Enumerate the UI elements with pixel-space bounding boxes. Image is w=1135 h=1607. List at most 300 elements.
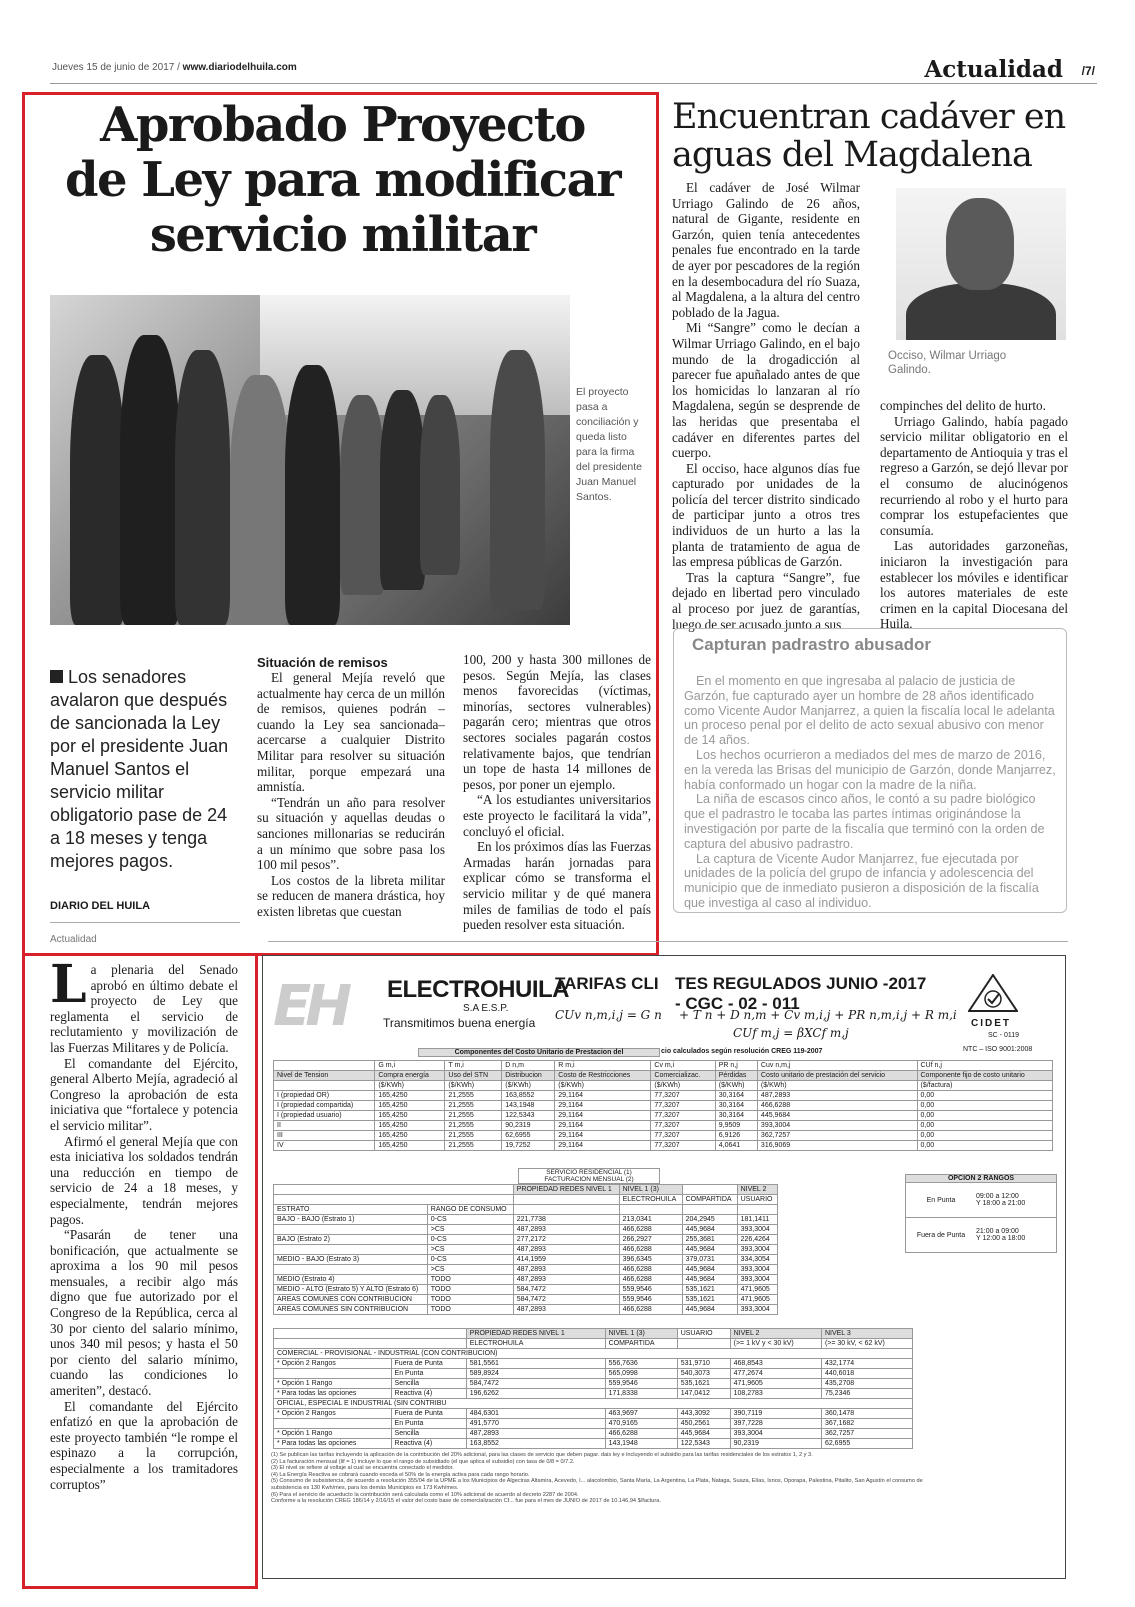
- tariff-table-1: [273, 1060, 1053, 1151]
- table-cell: 466,6288: [619, 1245, 682, 1255]
- table-row: [274, 1389, 913, 1399]
- table-cell: III: [274, 1131, 375, 1141]
- table-row: [274, 1265, 778, 1275]
- option-title: OPCION 2 RANGOS: [906, 1175, 1056, 1182]
- table-cell: I (propiedad compartida): [274, 1101, 375, 1111]
- table-cell: Costo unitario de prestación del servicio: [757, 1071, 917, 1081]
- paragraph: El comandante del Ejército enfatizó en que la aprobación de este proyecto también “le rompe el espinazo a la corrupción, especialmente a los tramitadores corruptos”: [50, 1398, 238, 1492]
- table-cell: * Opción 2 Rangos: [274, 1409, 392, 1419]
- table-cell: 62,6955: [821, 1439, 912, 1449]
- peak-label: En Punta: [926, 1196, 956, 1204]
- table-cell: 29,1164: [555, 1121, 651, 1131]
- table-cell: Distribucion: [502, 1071, 555, 1081]
- headline-line-2: aguas del Magdalena: [672, 135, 1032, 175]
- table-cell: 535,1621: [677, 1379, 730, 1389]
- table-cell: 535,1621: [682, 1285, 737, 1295]
- table-cell: 29,1164: [555, 1111, 651, 1121]
- table-cell: D n,m: [502, 1061, 555, 1071]
- table-cell: 77,3207: [651, 1091, 715, 1101]
- table1-caption-2: cio calculados según resolución CREG 119-2007: [661, 1048, 823, 1055]
- paragraph: La niña de escasos cinco años, le contó a su padre biológico que el padrastro le tocaba las partes íntimas originándose la investigación por parte de la fiscalía que terminó con la orden de captura del abusivo padrastro.: [684, 792, 1045, 851]
- table-cell: TODO: [427, 1295, 513, 1305]
- table-row: [274, 1285, 778, 1295]
- table-cell: 0,00: [917, 1101, 1053, 1111]
- table-cell: 393,3004: [730, 1429, 821, 1439]
- table-row: [274, 1295, 778, 1305]
- table-cell: OFICIAL, ESPECIAL E INDUSTRIAL (SIN CONTRIBU: [274, 1399, 913, 1409]
- table-cell: 393,3004: [737, 1225, 777, 1235]
- paragraph: En los próximos días las Fuerzas Armadas harán jornadas para explicar cómo se transforma el servicio militar y de qué manera miles de familias de todo el país pueden resolver esta situación.: [463, 839, 651, 933]
- table-cell: 450,2561: [677, 1419, 730, 1429]
- table-cell: >CS: [427, 1265, 513, 1275]
- brief-box: [673, 628, 1067, 913]
- table-cell: 334,3054: [737, 1255, 777, 1265]
- table-cell: 0,00: [917, 1111, 1053, 1121]
- table-cell: 393,3004: [757, 1121, 917, 1131]
- table-cell: 6,9126: [715, 1131, 757, 1141]
- article2-headline: [672, 98, 1072, 174]
- table-cell: 559,9546: [619, 1285, 682, 1295]
- table-cell: USUARIO: [677, 1329, 730, 1339]
- offpeak-hours-2: Y 12:00 a 18:00: [976, 1235, 1026, 1242]
- table-cell: 165,4250: [375, 1091, 445, 1101]
- table-cell: 362,7257: [757, 1131, 917, 1141]
- table-cell: * Opción 1 Rango: [274, 1379, 392, 1389]
- table-cell: 143,1948: [605, 1439, 677, 1449]
- table-cell: 484,6301: [466, 1409, 605, 1419]
- table-cell: 589,8924: [466, 1369, 605, 1379]
- table-cell: 466,6288: [619, 1305, 682, 1315]
- table-cell: 531,9710: [677, 1359, 730, 1369]
- article2-column-2: [880, 398, 1068, 632]
- table-row: [274, 1185, 778, 1195]
- table-cell: 277,2172: [513, 1235, 619, 1245]
- table-cell: ($/KWh): [375, 1081, 445, 1091]
- table-cell: 466,6288: [757, 1101, 917, 1111]
- table-cell: 466,6288: [619, 1225, 682, 1235]
- table-cell: 397,7228: [730, 1419, 821, 1429]
- table-cell: BAJO (Estrato 2): [274, 1235, 428, 1245]
- table-cell: 62,6955: [502, 1131, 555, 1141]
- table-cell: Sencilla: [391, 1429, 466, 1439]
- table-cell: Pérdidas: [715, 1071, 757, 1081]
- table-cell: 221,7738: [513, 1215, 619, 1225]
- table-cell: 559,9546: [619, 1295, 682, 1305]
- date-text: Jueves 15 de junio de 2017 /: [52, 62, 180, 73]
- table-cell: 445,9684: [682, 1265, 737, 1275]
- article1-column-3: [463, 652, 651, 933]
- table-cell: Sencilla: [391, 1379, 466, 1389]
- table-cell: 122,5343: [677, 1439, 730, 1449]
- table-cell: [274, 1081, 375, 1091]
- table-cell: Comercializac.: [651, 1071, 715, 1081]
- ad-brand: ELECTROHUILA: [387, 976, 569, 1003]
- table-cell: 379,0731: [682, 1255, 737, 1265]
- table-cell: 471,9605: [737, 1285, 777, 1295]
- table-cell: 414,1959: [513, 1255, 619, 1265]
- ntc-code: NTC – ISO 9001:2008: [963, 1046, 1033, 1053]
- table-cell: * Opción 1 Rango: [274, 1429, 392, 1439]
- table-row: [274, 1141, 1053, 1151]
- table-cell: 487,2893: [757, 1091, 917, 1101]
- table-cell: 266,2927: [619, 1235, 682, 1245]
- table-cell: COMPARTIDA: [605, 1339, 677, 1349]
- paragraph: El comandante del Ejército, general Alberto Mejía, agradeció al Congreso la aprobación de esta iniciativa que “fortalece y potencia el servicio militar”.: [50, 1055, 238, 1133]
- photo-caption: El proyecto pasa a conciliación y queda listo para la firma del presidente Juan Manuel Santos.: [576, 386, 642, 503]
- section-label: Actualidad: [50, 934, 97, 945]
- table-cell: 463,9697: [605, 1409, 677, 1419]
- table-row: [274, 1399, 913, 1409]
- table-cell: TODO: [427, 1285, 513, 1295]
- table-row: [274, 1061, 1053, 1071]
- paragraph: La captura de Vicente Audor Manjarrez, fue ejecutada por unidades de la policía del grupo de infancia y adolescencia del municipio que de inmediato pusieron a disposición de la fiscalía que investiga al caso al individuo.: [684, 851, 1039, 910]
- table-cell: 255,3681: [682, 1235, 737, 1245]
- table-row: [274, 1225, 778, 1235]
- table-cell: 540,3073: [677, 1369, 730, 1379]
- headline-line-1: Encuentran cadáver en: [672, 97, 1066, 137]
- table-cell: [274, 1061, 375, 1071]
- table-cell: 0-CS: [427, 1255, 513, 1265]
- table-cell: 143,1948: [502, 1101, 555, 1111]
- brief-title: Capturan padrastro abusador: [692, 635, 931, 654]
- section-title: Actualidad: [924, 56, 1063, 83]
- table-cell: [274, 1419, 392, 1429]
- headline-line-1: Aprobado Proyecto: [100, 97, 585, 153]
- ad-title-b: TES REGULADOS JUNIO -2017: [675, 974, 927, 993]
- paragraph: Urriago Galindo, había pagado servicio militar obligatorio en el departamento de Antioquia y tras el regreso a Garzón, se dejó llevar por el consumo de alucinógenos recurriendo al robo y el hurto para comprar los estupefacientes que consumía.: [880, 413, 1068, 538]
- table-cell: 471,9605: [737, 1295, 777, 1305]
- table-cell: 487,2893: [466, 1429, 605, 1439]
- paragraph: Las autoridades garzoneñas, iniciaron la investigación para establecer los móviles e identificar los autores materiales de este crimen en la capital Diocesana del Huila.: [880, 538, 1068, 632]
- header-rule: [50, 83, 1097, 84]
- table-cell: (>= 1 kV y < 30 kV): [730, 1339, 821, 1349]
- table-cell: 90,2319: [502, 1121, 555, 1131]
- table-cell: 487,2893: [513, 1265, 619, 1275]
- table-row: [274, 1091, 1053, 1101]
- table-cell: 165,4250: [375, 1141, 445, 1151]
- table-cell: I (propiedad usuario): [274, 1111, 375, 1121]
- table-cell: Cuv n,m,j: [757, 1061, 917, 1071]
- table-cell: 21,2555: [445, 1121, 502, 1131]
- table-row: [274, 1255, 778, 1265]
- table-cell: 29,1164: [555, 1131, 651, 1141]
- table-cell: USUARIO: [737, 1195, 777, 1205]
- table-cell: 0-CS: [427, 1215, 513, 1225]
- table-cell: En Punta: [391, 1419, 466, 1429]
- table-cell: >CS: [427, 1225, 513, 1235]
- subheading: Situación de remisos: [257, 655, 388, 670]
- table-cell: 470,9165: [605, 1419, 677, 1429]
- table-row: [274, 1369, 913, 1379]
- table-cell: (>= 30 kV, < 62 kV): [821, 1339, 912, 1349]
- table-cell: 29,1164: [555, 1141, 651, 1151]
- table-row: [274, 1071, 1053, 1081]
- deck-text: Los senadores avalaron que después de sancionada la Ley por el presidente Juan Manuel Santos el servicio militar obligatorio pase de 24 a 18 meses y tenga mejores pagos.: [50, 667, 229, 871]
- table-cell: 196,6262: [466, 1389, 605, 1399]
- table-cell: Componente fijo de costo unitario: [917, 1071, 1053, 1081]
- table-cell: 487,2893: [513, 1245, 619, 1255]
- paragraph: “Pasarán de tener una bonificación, que actualmente se aproxima a los 90 mil pesos mensuales, a recibir algo más digno que fue autorizado por el Congreso de la República, cerca al 30 por ciento del salario mínimo, unos 340 mil pesos; y hasta el 50 por ciento del salario mínimo, cuando las condiciones lo ameriten”, destacó.: [50, 1227, 238, 1399]
- table-cell: PROPIEDAD REDES NIVEL 1: [513, 1185, 619, 1195]
- table-row: [274, 1245, 778, 1255]
- paragraph: compinches del delito de hurto.: [880, 398, 1046, 413]
- table-cell: II: [274, 1121, 375, 1131]
- table-row: [274, 1101, 1053, 1111]
- square-bullet-icon: [50, 670, 63, 683]
- table-cell: ($/KWh): [445, 1081, 502, 1091]
- table-cell: IV: [274, 1141, 375, 1151]
- article-deck: [50, 666, 240, 873]
- table-row: [274, 1081, 1053, 1091]
- table-cell: * Para todas las opciones: [274, 1389, 392, 1399]
- table-cell: 75,2346: [821, 1389, 912, 1399]
- table-cell: 30,3164: [715, 1111, 757, 1121]
- table-cell: ($/KWh): [555, 1081, 651, 1091]
- table-cell: NIVEL 2: [730, 1329, 821, 1339]
- paragraph: La plenaria del Senado aprobó en último debate el proyecto de Ley que reglamenta el servicio de reclutamiento y movilización de las Fuerzas Militares y de Policía.: [50, 954, 238, 1055]
- table-cell: TODO: [427, 1275, 513, 1285]
- table-cell: ELECTROHUILA: [619, 1195, 682, 1205]
- tariff-table-3: [273, 1328, 913, 1449]
- table-cell: 19,7252: [502, 1141, 555, 1151]
- table-cell: 171,8338: [605, 1389, 677, 1399]
- table-cell: 477,2674: [730, 1369, 821, 1379]
- table-cell: 147,0412: [677, 1389, 730, 1399]
- table-row: [274, 1329, 913, 1339]
- ad-top-rule: [268, 941, 1068, 942]
- table-cell: Reactiva (4): [391, 1439, 466, 1449]
- table-cell: 165,4250: [375, 1121, 445, 1131]
- recruits-photo: [50, 295, 570, 625]
- table-row: [274, 1349, 913, 1359]
- table-row: [274, 1111, 1053, 1121]
- byline-rule: [50, 922, 240, 923]
- table-cell: 29,1164: [555, 1101, 651, 1111]
- paragraph: En el momento en que ingresaba al palacio de justicia de Garzón, fue capturado ayer un hombre de 28 años identificado como Vicente Audor Manjarrez, a quien la fiscalía local le adelanta un proceso penal por el delito de acto sexual abusivo con menor de 14 años.: [684, 674, 1055, 748]
- table-cell: 443,3092: [677, 1409, 730, 1419]
- offpeak-label: Fuera de Punta: [916, 1231, 966, 1239]
- brief-text: [684, 674, 1060, 911]
- table-cell: 565,0998: [605, 1369, 677, 1379]
- table-cell: 0,00: [917, 1121, 1053, 1131]
- table-cell: I (propiedad OR): [274, 1091, 375, 1101]
- table-cell: 535,1621: [682, 1295, 737, 1305]
- ad-title-a: TARIFAS CLI: [555, 974, 659, 993]
- table-cell: 584,7472: [466, 1379, 605, 1389]
- table-row: [274, 1305, 778, 1315]
- table-cell: COMPARTIDA: [682, 1195, 737, 1205]
- table-cell: NIVEL 1 (3): [619, 1185, 682, 1195]
- table-cell: Reactiva (4): [391, 1389, 466, 1399]
- table-cell: 4,0641: [715, 1141, 757, 1151]
- ad-title-c: - CGC - 02 - 011: [675, 994, 800, 1013]
- table-cell: 90,2319: [730, 1439, 821, 1449]
- table-cell: Fuera de Punta: [391, 1409, 466, 1419]
- table-cell: ($/factura): [917, 1081, 1053, 1091]
- table-cell: T m,i: [445, 1061, 502, 1071]
- table-cell: 445,9684: [682, 1275, 737, 1285]
- table-cell: Cv m,i: [651, 1061, 715, 1071]
- paragraph: Mi “Sangre” como le decían a Wilmar Urriago Galindo, en el bajo mundo de la drogadicción al parecer fue apuñalado antes de que los homicidas lo lanzaran al río Magdalena, según se desprende de las heridas que presentaba el cadáver en diferentes partes del cuerpo.: [672, 320, 860, 461]
- table-cell: 77,3207: [651, 1101, 715, 1111]
- table-cell: 487,2893: [513, 1225, 619, 1235]
- table-cell: 432,1774: [821, 1359, 912, 1369]
- offpeak-hours-1: 21:00 a 09:00: [976, 1228, 1019, 1235]
- portrait-photo: [896, 188, 1066, 340]
- table-cell: 445,9684: [757, 1111, 917, 1121]
- table-cell: 0,00: [917, 1131, 1053, 1141]
- table-row: [274, 1419, 913, 1429]
- table-cell: CUf n,j: [917, 1061, 1053, 1071]
- table-cell: [274, 1225, 428, 1235]
- table-row: [274, 1409, 913, 1419]
- table-cell: 0,00: [917, 1141, 1053, 1151]
- table-cell: NIVEL 1 (3): [605, 1329, 677, 1339]
- table-cell: 29,1164: [555, 1091, 651, 1101]
- byline: DIARIO DEL HUILA: [50, 900, 151, 912]
- table-cell: 390,7119: [730, 1409, 821, 1419]
- table-cell: 360,1478: [821, 1409, 912, 1419]
- eh-logo: EH: [273, 974, 347, 1039]
- option-box: [905, 1174, 1057, 1253]
- table-cell: 362,7257: [821, 1429, 912, 1439]
- table-cell: 396,6345: [619, 1255, 682, 1265]
- table-cell: 393,3004: [737, 1265, 777, 1275]
- table-cell: 466,6288: [619, 1275, 682, 1285]
- table-cell: 559,9546: [605, 1379, 677, 1389]
- table-cell: COMERCIAL - PROVISIONAL - INDUSTRIAL (CON CONTRIBUCION): [274, 1349, 913, 1359]
- cidet-logo-icon: [968, 974, 1018, 1012]
- article1-column-1: [50, 954, 238, 1492]
- masthead-date: [52, 62, 297, 73]
- table-row: [274, 1215, 778, 1225]
- formula-1: CUv n,m,i,j = G n: [555, 1008, 662, 1022]
- table-cell: RANGO DE CONSUMO: [427, 1205, 513, 1215]
- table-row: [274, 1439, 913, 1449]
- table-cell: Uso del STN: [445, 1071, 502, 1081]
- page-number: /7/: [1081, 64, 1095, 78]
- table-cell: 445,9684: [682, 1305, 737, 1315]
- site-link[interactable]: www.diariodelhuila.com: [182, 62, 297, 73]
- table-cell: PR n,j: [715, 1061, 757, 1071]
- table-cell: 21,2555: [445, 1101, 502, 1111]
- table-cell: * Para todas las opciones: [274, 1439, 392, 1449]
- table-cell: 445,9684: [677, 1429, 730, 1439]
- table-cell: 226,4264: [737, 1235, 777, 1245]
- table-cell: ($/KWh): [651, 1081, 715, 1091]
- table-cell: Fuera de Punta: [391, 1359, 466, 1369]
- table-cell: 163,8552: [466, 1439, 605, 1449]
- table-cell: 556,7636: [605, 1359, 677, 1369]
- table-cell: 367,1682: [821, 1419, 912, 1429]
- table-cell: Nivel de Tension: [274, 1071, 375, 1081]
- table-cell: 165,4250: [375, 1131, 445, 1141]
- table-cell: 491,5770: [466, 1419, 605, 1429]
- table-cell: 165,4250: [375, 1111, 445, 1121]
- table-cell: 77,3207: [651, 1111, 715, 1121]
- table-cell: 435,2708: [821, 1379, 912, 1389]
- table-row: [274, 1379, 913, 1389]
- table-cell: 163,8552: [502, 1091, 555, 1101]
- table-cell: Compra energía: [375, 1071, 445, 1081]
- table-cell: 21,2555: [445, 1091, 502, 1101]
- table-cell: 581,5561: [466, 1359, 605, 1369]
- headline-line-2: de Ley para modificar: [64, 152, 621, 208]
- table-cell: 584,7472: [513, 1295, 619, 1305]
- table-cell: 108,2783: [730, 1389, 821, 1399]
- table-cell: >CS: [427, 1245, 513, 1255]
- table-cell: 21,2555: [445, 1141, 502, 1151]
- article-headline: [40, 98, 645, 263]
- paragraph: 100, 200 y hasta 300 millones de pesos. Según Mejía, las clases menos favorecidas (víctimas, minorías, sectores vulnerables) pagarán cero; mientras que otros sectores sociales pagarán costos relativamente bajos, que tendrían un tope de hasta 14 millones de pesos, por poner un ejemplo.: [463, 652, 651, 792]
- table-row: [274, 1235, 778, 1245]
- table-cell: 77,3207: [651, 1141, 715, 1151]
- table2-caption: SERVICIO RESIDENCIAL (1) FACTURACION MENSUAL (2): [518, 1168, 660, 1184]
- table-cell: 30,3164: [715, 1101, 757, 1111]
- table-cell: 445,9684: [682, 1245, 737, 1255]
- electrohuila-ad: [262, 955, 1066, 1579]
- table-cell: [274, 1245, 428, 1255]
- table-cell: AREAS COMUNES SIN CONTRIBUCION: [274, 1305, 428, 1315]
- paragraph: El occiso, hace algunos días fue capturado por unidades de la policía del tercer distrito sindicado de participar junto a otros tres individuos de un hurto a las la planta de tratamiento de agua de las empresa públicas de Garzón.: [672, 460, 860, 570]
- table-cell: 9,9509: [715, 1121, 757, 1131]
- table-cell: [274, 1369, 392, 1379]
- table-cell: 466,6288: [619, 1265, 682, 1275]
- table-cell: ($/KWh): [757, 1081, 917, 1091]
- table-row: [274, 1205, 778, 1215]
- sc-code: SC - 0119: [988, 1032, 1019, 1039]
- formula-3: CUf m,j = βXCf m,j: [733, 1026, 849, 1040]
- portrait-caption: Occiso, Wilmar Urriago Galindo.: [888, 350, 1007, 376]
- table-cell: G m,i: [375, 1061, 445, 1071]
- table-cell: TODO: [427, 1305, 513, 1315]
- paragraph: “A los estudiantes universitarios este proyecto le facilitará la vida”, concluyó el oficial.: [463, 792, 651, 839]
- table-cell: BAJO - BAJO (Estrato 1): [274, 1215, 428, 1225]
- table-cell: 213,0341: [619, 1215, 682, 1225]
- ad-footnotes: (1) Se publican las tarifas incluyendo la aplicación de la contribución del 20% adicional, para las clases de servicio que deben pagar. dais ley e incluyendo el subsidio para las tarifas residenciales de los estratos 1, 2 y 3. (2) La facturación mensual (lif = 1) incluye lo que el rango de subsidiado (el que aplica el subsidio) con tasa de 0/8 = 0/7.2. (3) El nivel se refiere al voltaje al cual se encuentra conectado el medidor. (4) La Energía Reactiva se cobrará cuando exceda el 50% de la energía activa para cada rango horario. (5) Consumo de subsistencia, de acuerdo a resolución 355/04 de la UPME a los Municipios de Algeciras Altamira, Acevedo, I... alacolombio, Santa María, La Argentina, La Plata, Nataga, Suaza, Elías, Isnos, Oporapa, Palestina, Pitalito, San Agustín el consumo de subsistencia es 130 Kwh/mes, para los demás Municipios es 173 Kwh/mes. (6) Para el servicio de acueducto la contribución será calculada como el 10% adicional de acuerdo al decreto 2287 de 2004. Conforme a la resolución CREG 186/14 y 2/16/15 el valor del costo base de comercialización Cf... fue para el mes de JUNIO de 2017 de 10.146,94 $/factura.: [271, 1452, 923, 1505]
- table-cell: AREAS COMUNES CON CONTRIBUCION: [274, 1295, 428, 1305]
- table-cell: ELECTROHUILA: [466, 1339, 605, 1349]
- table-row: [274, 1121, 1053, 1131]
- table-row: [274, 1359, 913, 1369]
- table-cell: 487,2893: [513, 1275, 619, 1285]
- table-cell: MEDIO - ALTO (Estrato 5) Y ALTO (Estrato 6): [274, 1285, 428, 1295]
- table-cell: 77,3207: [651, 1121, 715, 1131]
- table-cell: NIVEL 3: [821, 1329, 912, 1339]
- table-row: [274, 1339, 913, 1349]
- paragraph: “Tendrán un año para resolver su situación y aquellas deudas o sanciones millonarias se reducirán a un mínimo que sobre pasa los 100 mil pesos”.: [257, 794, 445, 873]
- table-cell: MEDIO - BAJO (Estrato 3): [274, 1255, 428, 1265]
- article2-column-1: [672, 180, 860, 632]
- table-cell: ($/KWh): [502, 1081, 555, 1091]
- table-row: [274, 1429, 913, 1439]
- headline-line-3: servicio militar: [149, 207, 536, 263]
- table-cell: 204,2945: [682, 1215, 737, 1225]
- table-cell: 466,6288: [605, 1429, 677, 1439]
- formula-2: + T n + D n,m + Cv m,i,j + PR n,m,i,j + R m,i: [679, 1008, 957, 1022]
- paragraph: Tras la captura “Sangre”, fue dejado en libertad pero vinculado al proceso por juez de garantías, luego de ser acusado junto a sus: [672, 569, 860, 632]
- table-cell: PROPIEDAD REDES NIVEL 1: [466, 1329, 605, 1339]
- table-cell: 122,5343: [502, 1111, 555, 1121]
- table-cell: 181,1411: [737, 1215, 777, 1225]
- table-cell: 468,8543: [730, 1359, 821, 1369]
- table-cell: 584,7472: [513, 1285, 619, 1295]
- table-cell: 21,2555: [445, 1111, 502, 1121]
- table-cell: 393,3004: [737, 1305, 777, 1315]
- cidet-label: CIDET: [971, 1018, 1011, 1029]
- paragraph: El general Mejía reveló que actualmente hay cerca de un millón de remisos, quienes podrán –cuando la Ley sea sancionada– acercarse a cualquier Distrito Militar para resolver su situación militar, porque empezará una amnistía.: [257, 670, 445, 795]
- table-row: [274, 1275, 778, 1285]
